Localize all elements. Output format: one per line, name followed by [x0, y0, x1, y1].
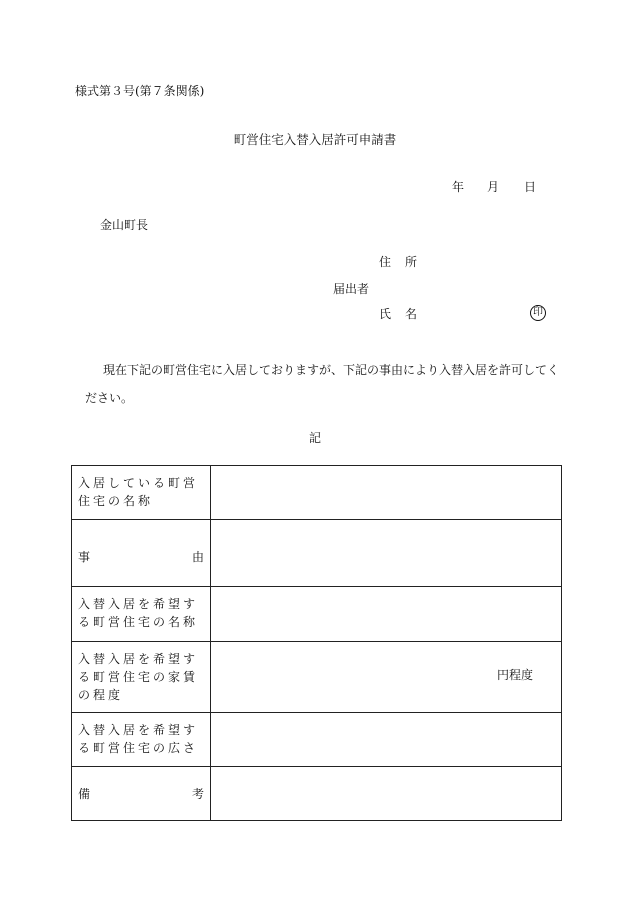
form-number: 様式第３号(第７条関係) [75, 84, 205, 98]
row-label-spread [72, 520, 211, 587]
date-year-label: 年 [452, 180, 465, 194]
row-label: 入替入居を希望する町営住宅の家賃の程度 [72, 642, 211, 713]
row-value-field[interactable] [211, 466, 562, 520]
row-value-field[interactable] [211, 767, 562, 821]
table-row [72, 466, 562, 520]
row-value-field[interactable] [211, 587, 562, 642]
body-text: 現在下記の町営住宅に入居しておりますが、下記の事由により入替入居を許可してください。 [85, 363, 560, 405]
row-label-right: 由 [191, 550, 204, 564]
rent-unit-text: 円程度 [496, 668, 533, 682]
row-value-field[interactable] [211, 642, 562, 713]
row-value-field[interactable] [211, 520, 562, 587]
row-label: 入居している町営住宅の名称 [72, 466, 211, 520]
table-row [72, 642, 562, 713]
row-label: 入替入居を希望する町営住宅の広さ [72, 713, 211, 767]
row-label-left: 備 [78, 787, 91, 801]
row-label-spread [72, 767, 211, 821]
addressee: 金山町長 [100, 218, 149, 232]
ki-heading: 記 [308, 431, 321, 445]
table-row [72, 713, 562, 767]
table-row [72, 767, 562, 821]
date-month-label: 月 [487, 180, 500, 194]
name-label: 氏名 [379, 307, 432, 321]
row-label: 入替入居を希望する町営住宅の名称 [72, 587, 211, 642]
applicant-label: 届出者 [333, 282, 370, 296]
row-label-left: 事 [78, 550, 91, 564]
records-table [71, 465, 562, 821]
table-row [72, 520, 562, 587]
page-title: 町営住宅入替入居許可申請書 [233, 132, 397, 147]
row-label-right: 考 [191, 787, 204, 801]
address-label: 住所 [379, 255, 432, 269]
date-day-label: 日 [524, 180, 537, 194]
seal-mark: 印 [530, 305, 546, 321]
row-value-field[interactable] [211, 713, 562, 767]
table-row [72, 587, 562, 642]
